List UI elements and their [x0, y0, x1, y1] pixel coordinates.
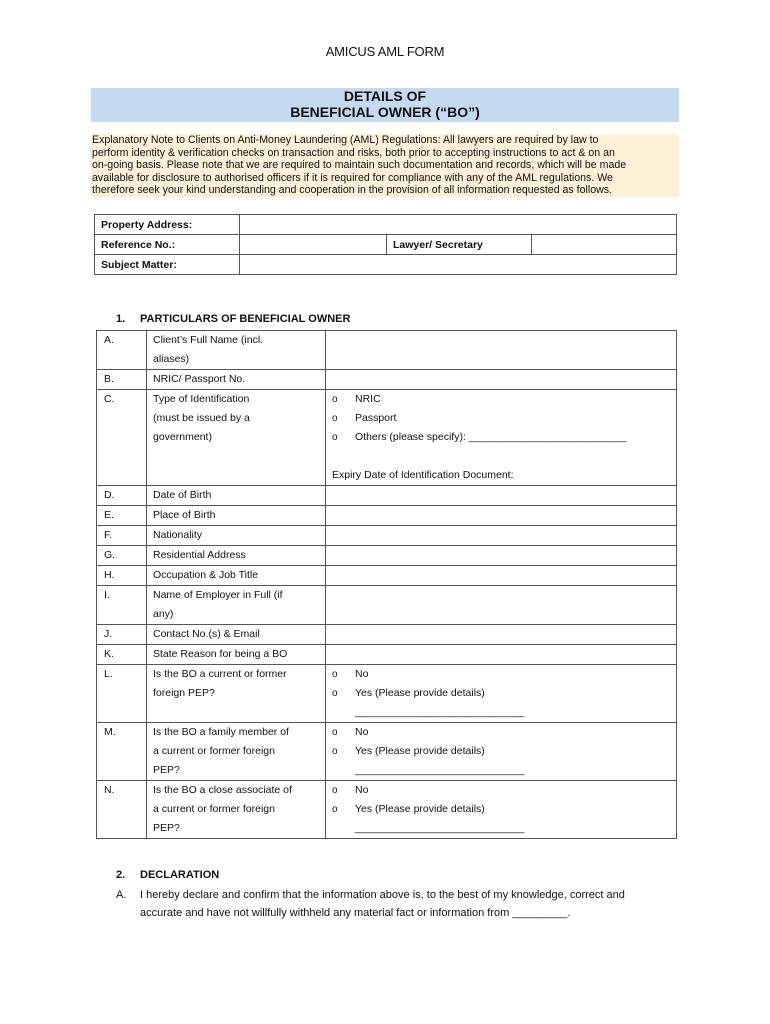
date-of-birth-field[interactable] [326, 486, 677, 506]
row-label: any) [153, 608, 174, 620]
associate-pep-option-no[interactable]: o No [332, 781, 676, 800]
row-letter: M. [104, 726, 116, 738]
section2-heading: DECLARATION [140, 869, 220, 881]
table-row [97, 370, 677, 390]
subject-matter-field[interactable] [240, 255, 677, 275]
occupation-field[interactable] [326, 566, 677, 586]
employer-field[interactable] [326, 586, 677, 625]
bullet-icon: o [332, 432, 338, 443]
associate-pep-details-line[interactable]: _____________________________ [355, 822, 525, 834]
bullet-icon: o [332, 688, 338, 699]
property-address-label: Property Address: [95, 215, 240, 235]
explanatory-note [91, 134, 679, 197]
reference-no-field[interactable] [240, 235, 387, 255]
residential-address-field[interactable] [326, 546, 677, 566]
row-label: foreign PEP? [153, 687, 215, 699]
form-header: AMICUS AML FORM [325, 44, 445, 59]
table-row [97, 586, 677, 625]
section2-number: 2. [116, 869, 126, 881]
row-label: aliases) [153, 353, 190, 365]
section1-number: 1. [116, 313, 126, 325]
row-letter: F. [104, 529, 113, 541]
row-label: Nationality [153, 529, 203, 541]
table-row [97, 390, 677, 486]
table-row [97, 331, 677, 370]
nric-passport-field[interactable] [326, 370, 677, 390]
declaration-text [140, 886, 680, 922]
table-row [97, 526, 677, 546]
row-label: Contact No.(s) & Email [153, 628, 260, 640]
reference-no-label: Reference No.: [95, 235, 240, 255]
note-line: perform identity & verification checks on transaction and risks, both prior to accepting instructions to act & on an [92, 146, 615, 159]
row-label: Is the BO a current or former [153, 668, 287, 680]
row-label: Name of Employer in Full (if [153, 589, 283, 601]
expiry-date-label: Expiry Date of Identification Document: [332, 469, 514, 481]
row-label: PEP? [153, 822, 180, 834]
bullet-icon: o [332, 746, 338, 757]
row-letter: H. [104, 569, 115, 581]
row-label: Date of Birth [153, 489, 212, 501]
nationality-field[interactable] [326, 526, 677, 546]
declaration-line: I hereby declare and confirm that the information above is, to the best of my knowledge, correct and [140, 889, 625, 901]
row-label: Occupation & Job Title [153, 569, 259, 581]
row-letter: N. [104, 784, 115, 796]
bullet-icon: o [332, 394, 338, 405]
associate-pep-option-yes[interactable]: o Yes (Please provide details) [332, 800, 676, 819]
pep-option-no[interactable]: o No [332, 665, 676, 684]
table-row [97, 723, 677, 781]
beneficial-owner-table [96, 330, 677, 839]
row-label: Is the BO a family member of [153, 726, 289, 738]
family-pep-option-no[interactable]: o No [332, 723, 676, 742]
row-letter: K. [104, 648, 114, 660]
table-row [97, 546, 677, 566]
row-label: Type of Identification [153, 393, 250, 405]
bullet-icon: o [332, 413, 338, 424]
table-row [97, 506, 677, 526]
note-line: available for disclosure to authorised officers if it is required for compliance with any of the AML regulations. We [92, 171, 613, 184]
row-label: Place of Birth [153, 509, 216, 521]
note-line: Explanatory Note to Clients on Anti-Money Laundering (AML) Regulations: All lawyers are required by law to [92, 134, 599, 146]
table-row [97, 781, 677, 839]
client-full-name-field[interactable] [326, 331, 677, 370]
row-letter: G. [104, 549, 116, 561]
table-row [97, 486, 677, 506]
row-label: a current or former foreign [153, 745, 275, 757]
row-label: Residential Address [153, 549, 246, 561]
section1-heading: PARTICULARS OF BENEFICIAL OWNER [140, 313, 351, 325]
row-letter: A. [104, 334, 114, 346]
declaration-letter: A. [116, 889, 127, 901]
row-label: (must be issued by a [153, 412, 250, 424]
row-letter: I. [104, 589, 110, 601]
place-of-birth-field[interactable] [326, 506, 677, 526]
bullet-icon: o [332, 727, 338, 738]
row-label: PEP? [153, 764, 180, 776]
row-letter: C. [104, 393, 115, 405]
option-passport[interactable]: o Passport [332, 409, 676, 428]
bo-reason-field[interactable] [326, 645, 677, 665]
pep-option-yes[interactable]: o Yes (Please provide details) [332, 684, 676, 703]
row-label: NRIC/ Passport No. [153, 373, 246, 385]
subject-matter-label: Subject Matter: [95, 255, 240, 275]
form-title-line1: DETAILS OF [343, 88, 427, 104]
option-nric[interactable]: o NRIC [332, 390, 676, 409]
note-line: therefore seek your kind understanding and cooperation in the provision of all information requested as follows. [92, 184, 612, 197]
row-letter: D. [104, 489, 115, 501]
bullet-icon: o [332, 669, 338, 680]
contact-field[interactable] [326, 625, 677, 645]
declaration-line: accurate and have not willfully withheld any material fact or information from _________. [140, 907, 571, 919]
family-pep-option-yes[interactable]: o Yes (Please provide details) [332, 742, 676, 761]
row-letter: E. [104, 509, 114, 521]
matter-info-table [94, 214, 677, 275]
pep-details-line[interactable]: _____________________________ [355, 706, 525, 718]
lawyer-secretary-field[interactable] [532, 235, 677, 255]
table-row [97, 625, 677, 645]
row-label: State Reason for being a BO [153, 648, 288, 660]
note-line: on-going basis. Please note that we are required to maintain such documentation and records, which will be made [92, 159, 627, 172]
row-label: government) [153, 431, 212, 443]
row-label: Client’s Full Name (incl. [153, 334, 264, 346]
lawyer-secretary-label: Lawyer/ Secretary [387, 235, 532, 255]
row-letter: L. [104, 668, 113, 680]
property-address-field[interactable] [240, 215, 677, 235]
family-pep-details-line[interactable]: _____________________________ [355, 764, 525, 776]
form-title-band [91, 88, 679, 122]
table-row [97, 665, 677, 723]
row-letter: J. [104, 628, 113, 640]
option-others[interactable]: o Others (please specify): ___________________________ [332, 428, 676, 447]
form-title-line2: BENEFICIAL OWNER (“BO”) [290, 104, 480, 120]
row-label: a current or former foreign [153, 803, 275, 815]
table-row [97, 566, 677, 586]
row-letter: B. [104, 373, 114, 385]
table-row [97, 645, 677, 665]
bullet-icon: o [332, 804, 338, 815]
row-label: Is the BO a close associate of [153, 784, 292, 796]
bullet-icon: o [332, 785, 338, 796]
